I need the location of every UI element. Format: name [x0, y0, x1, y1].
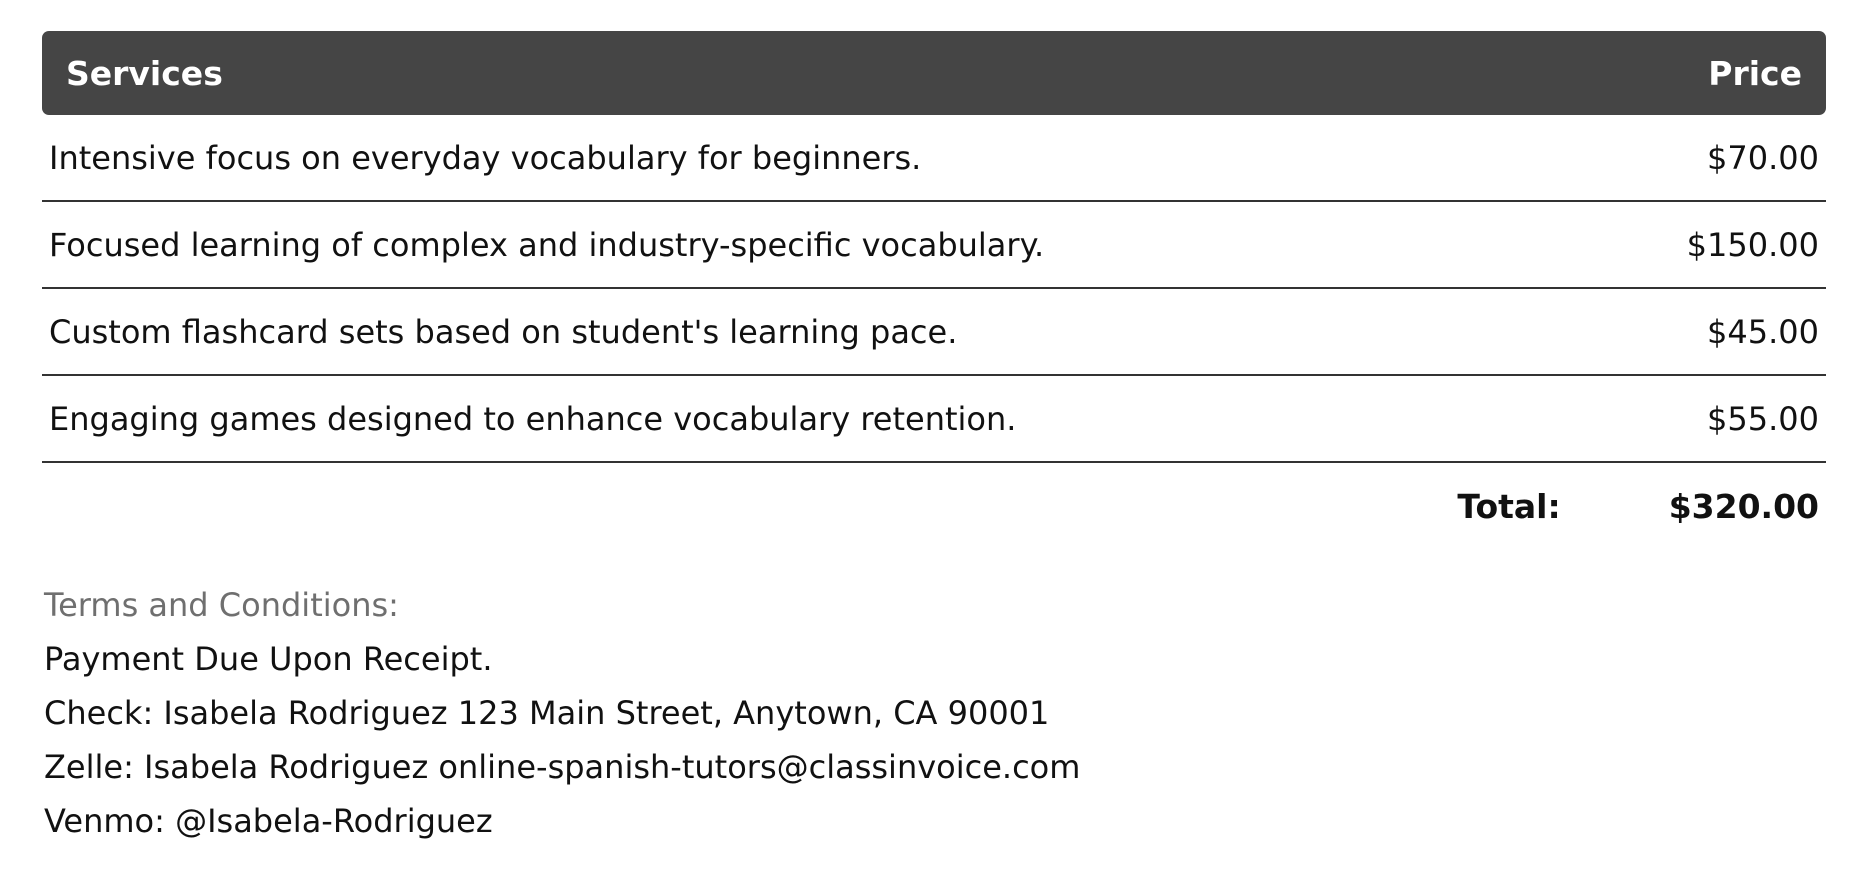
service-description: Focused learning of complex and industry-specific vocabulary.	[49, 225, 1045, 264]
service-description: Intensive focus on everyday vocabulary for beginners.	[49, 138, 922, 177]
table-row	[42, 376, 1826, 463]
service-price: $45.00	[1707, 312, 1819, 351]
terms-section	[44, 578, 1080, 848]
services-table	[42, 31, 1826, 549]
service-price: $70.00	[1707, 138, 1819, 177]
terms-line-check: Check: Isabela Rodriguez 123 Main Street, Anytown, CA 90001	[44, 694, 1050, 732]
terms-line-payment: Payment Due Upon Receipt.	[44, 640, 493, 678]
table-header	[42, 31, 1826, 115]
terms-heading: Terms and Conditions:	[44, 586, 399, 624]
table-row	[42, 289, 1826, 376]
total-value: $320.00	[1668, 486, 1819, 526]
total-label: Total:	[1457, 486, 1561, 526]
terms-line-venmo: Venmo: @Isabela-Rodriguez	[44, 802, 493, 840]
terms-line-zelle: Zelle: Isabela Rodriguez online-spanish-tutors@classinvoice.com	[44, 748, 1081, 786]
price-column-header: Price	[1708, 53, 1802, 93]
table-row	[42, 202, 1826, 289]
service-price: $55.00	[1707, 399, 1819, 438]
table-row	[42, 115, 1826, 202]
total-row	[42, 463, 1826, 549]
service-description: Engaging games designed to enhance vocabulary retention.	[49, 399, 1017, 438]
services-column-header: Services	[66, 53, 223, 93]
service-price: $150.00	[1686, 225, 1819, 264]
service-description: Custom flashcard sets based on student's learning pace.	[49, 312, 958, 351]
